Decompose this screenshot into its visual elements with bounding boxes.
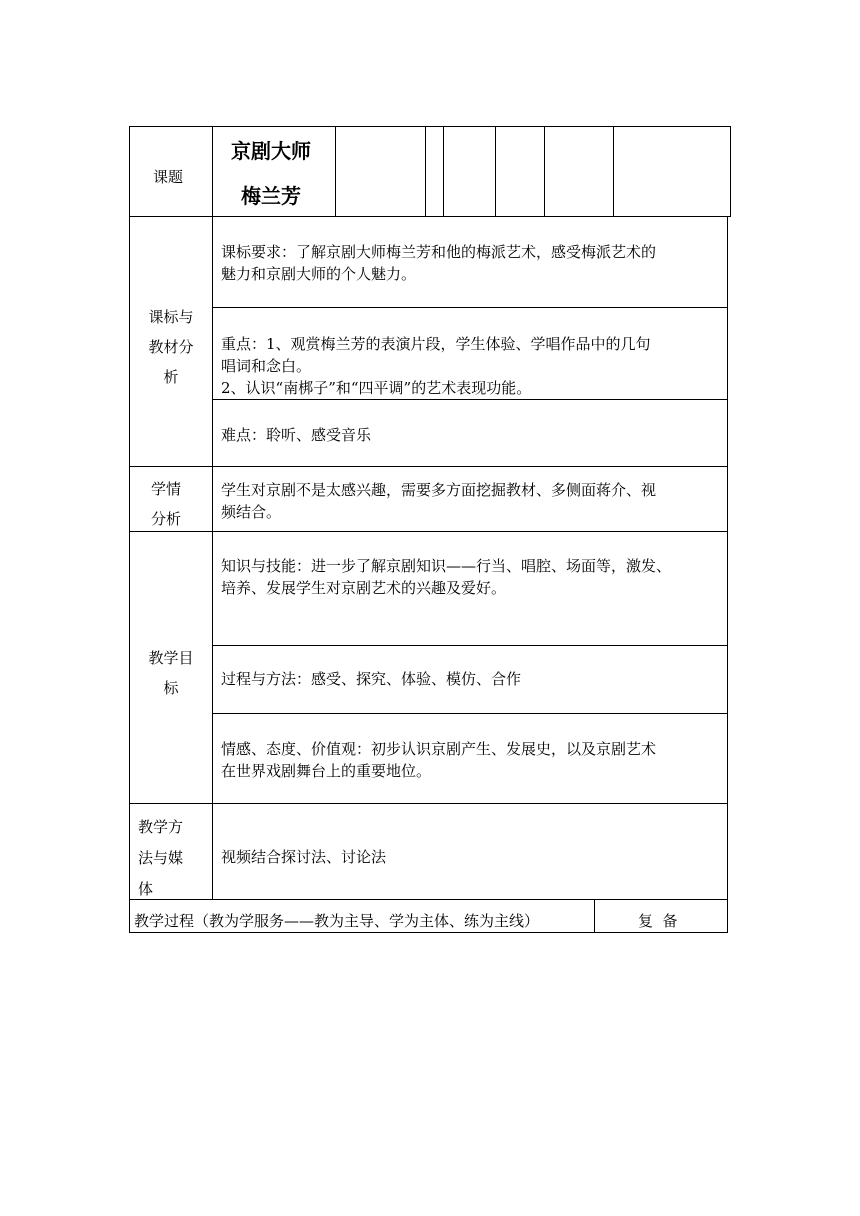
student-analysis-label-line2: 分析 [150, 510, 181, 528]
knowledge-skills-text: 培养、发展学生对京剧艺术的兴趣及爱好。 [221, 579, 507, 597]
border-row [129, 531, 728, 532]
key-points-text: 2、认识“南梆子”和“四平调”的艺术表现功能。 [221, 379, 532, 397]
values-text: 在世界戏剧舞台上的重要地位。 [221, 762, 432, 780]
topic-label: 课题 [153, 168, 184, 186]
requirement-text: 课标要求：了解京剧大师梅兰芳和他的梅派艺术，感受梅派艺术的 [221, 243, 657, 261]
border-inner [212, 399, 728, 400]
student-analysis-text: 频结合。 [221, 503, 282, 521]
border-inner [212, 307, 728, 308]
student-analysis-text: 学生对京剧不是太感兴趣，需要多方面挖掘教材、多侧面蒋介、视 [221, 481, 657, 499]
review-label: 复 备 [638, 912, 678, 930]
border-header-cell [425, 126, 426, 217]
requirement-text: 魅力和京剧大师的个人魅力。 [221, 265, 417, 283]
border-header-cell [443, 126, 444, 217]
methods-text: 视频结合探讨法、讨论法 [221, 848, 387, 866]
key-points-text: 唱词和念白。 [221, 357, 312, 375]
border-label-divider [212, 126, 213, 900]
border-footer-divider [594, 899, 595, 933]
border-top [129, 126, 731, 127]
difficulty-text: 难点：聆听、感受音乐 [221, 426, 372, 444]
lesson-title-line1: 京剧大师 [231, 139, 311, 163]
border-right [727, 216, 728, 933]
border-row [129, 466, 728, 467]
student-analysis-label-line1: 学情 [150, 480, 181, 498]
curriculum-label-line1: 课标与 [148, 308, 194, 326]
curriculum-label-line2: 教材分 [148, 338, 194, 356]
border-bottom [129, 932, 728, 933]
border-header-cell [613, 126, 614, 217]
goals-label-line1: 教学目 [148, 649, 194, 667]
key-points-text: 重点：1、观赏梅兰芳的表演片段，学生体验、学唱作品中的几句 [221, 335, 651, 353]
teaching-process-label: 教学过程（教为学服务——教为主导、学为主体、练为主线） [134, 912, 540, 930]
border-inner [212, 713, 728, 714]
border-header-cell [335, 126, 336, 217]
methods-label-line1: 教学方 [138, 818, 184, 836]
knowledge-skills-text: 知识与技能：进一步了解京剧知识——行当、唱腔、场面等，激发、 [221, 557, 672, 575]
process-methods-text: 过程与方法：感受、探究、体验、模仿、合作 [221, 670, 522, 688]
border-right-top [730, 126, 731, 217]
values-text: 情感、态度、价值观：初步认识京剧产生、发展史，以及京剧艺术 [221, 740, 657, 758]
border-header-cell [544, 126, 545, 217]
border-inner [212, 645, 728, 646]
curriculum-label-line3: 析 [163, 368, 179, 386]
methods-label-line2: 法与媒 [138, 849, 184, 867]
lesson-title-line2: 梅兰芳 [241, 184, 301, 208]
methods-label-line3: 体 [138, 880, 154, 898]
border-row1-bottom [129, 216, 731, 217]
border-row [129, 899, 728, 900]
goals-label-line2: 标 [163, 679, 179, 697]
border-row [129, 803, 728, 804]
border-header-cell [495, 126, 496, 217]
